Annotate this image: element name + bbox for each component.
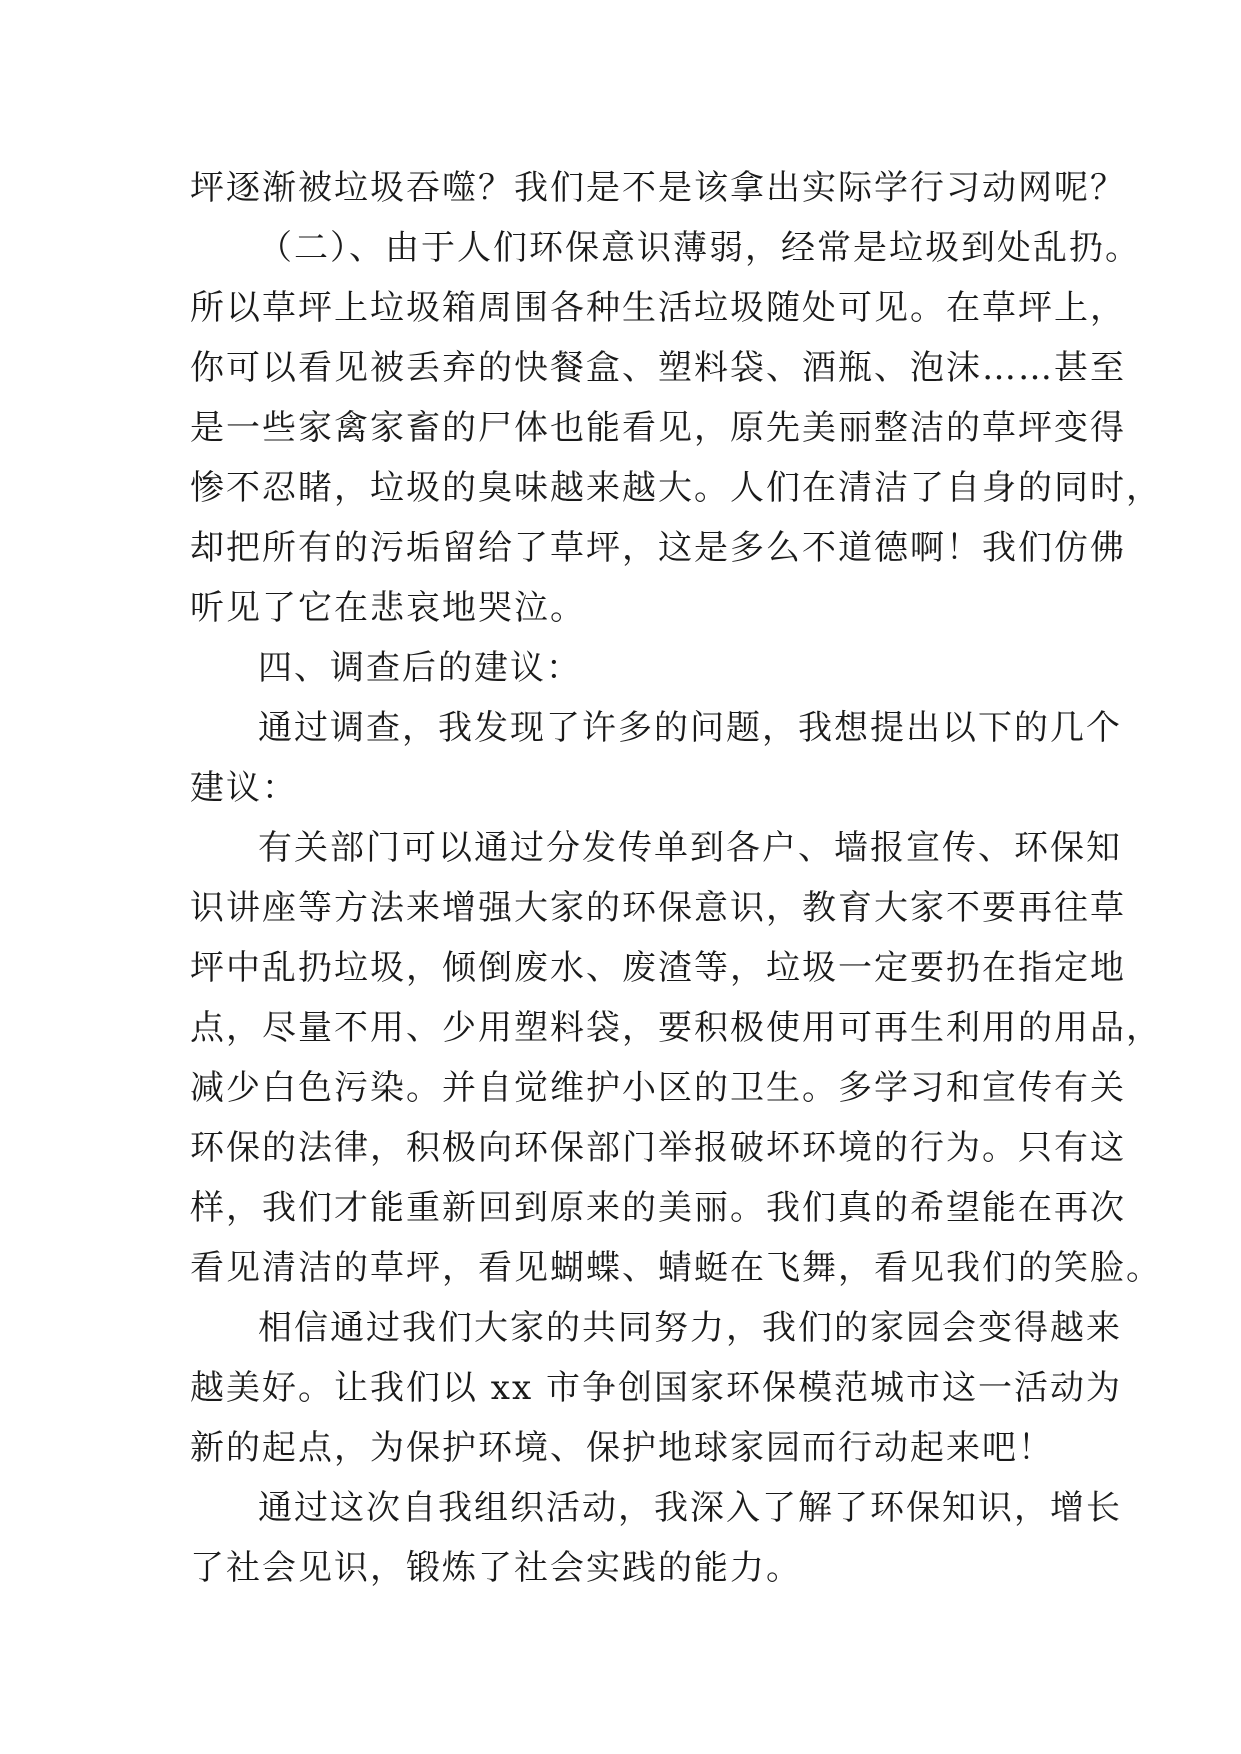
text-line: 却把所有的污垢留给了草坪，这是多么不道德啊！我们仿佛 [190, 528, 1126, 568]
text-line: 建议： [190, 768, 298, 808]
text-line: 环保的法律，积极向环保部门举报破坏环境的行为。只有这 [190, 1128, 1126, 1168]
text-line: 看见清洁的草坪，看见蝴蝶、蜻蜓在飞舞，看见我们的笑脸。 [190, 1248, 1162, 1288]
text-line: 点，尽量不用、少用塑料袋，要积极使用可再生利用的用品， [190, 1008, 1162, 1048]
text-line: 惨不忍睹，垃圾的臭味越来越大。人们在清洁了自身的同时， [190, 468, 1162, 508]
text-line: 坪中乱扔垃圾，倾倒废水、废渣等，垃圾一定要扔在指定地 [190, 948, 1126, 988]
text-line: 坪逐渐被垃圾吞噬？我们是不是该拿出实际学行习动网呢？ [190, 168, 1126, 208]
text-line: 所以草坪上垃圾箱周围各种生活垃圾随处可见。在草坪上， [190, 288, 1126, 328]
text-line: 了社会见识，锻炼了社会实践的能力。 [190, 1548, 802, 1588]
text-line: 相信通过我们大家的共同努力，我们的家园会变得越来 [258, 1308, 1122, 1348]
text-line: 识讲座等方法来增强大家的环保意识，教育大家不要再往草 [190, 888, 1126, 928]
text-line: 样，我们才能重新回到原来的美丽。我们真的希望能在再次 [190, 1188, 1126, 1228]
text-line: 新的起点，为保护环境、保护地球家园而行动起来吧！ [190, 1428, 1054, 1468]
text-line: 有关部门可以通过分发传单到各户、墙报宣传、环保知 [258, 828, 1122, 868]
text-line: 四、调查后的建议： [258, 648, 582, 688]
text-line: 越美好。让我们以 xx 市争创国家环保模范城市这一活动为 [190, 1368, 1122, 1408]
text-line: 是一些家禽家畜的尸体也能看见，原先美丽整洁的草坪变得 [190, 408, 1126, 448]
text-line: 你可以看见被丢弃的快餐盒、塑料袋、酒瓶、泡沫……甚至 [190, 348, 1126, 388]
text-line: 通过这次自我组织活动，我深入了解了环保知识，增长 [258, 1488, 1122, 1528]
document-body [190, 158, 1162, 1598]
text-line: （二）、由于人们环保意识薄弱，经常是垃圾到处乱扔。 [258, 228, 1141, 268]
text-line: 通过调查，我发现了许多的问题，我想提出以下的几个 [258, 708, 1122, 748]
text-line: 减少白色污染。并自觉维护小区的卫生。多学习和宣传有关 [190, 1068, 1126, 1108]
text-line: 听见了它在悲哀地哭泣。 [190, 588, 586, 628]
